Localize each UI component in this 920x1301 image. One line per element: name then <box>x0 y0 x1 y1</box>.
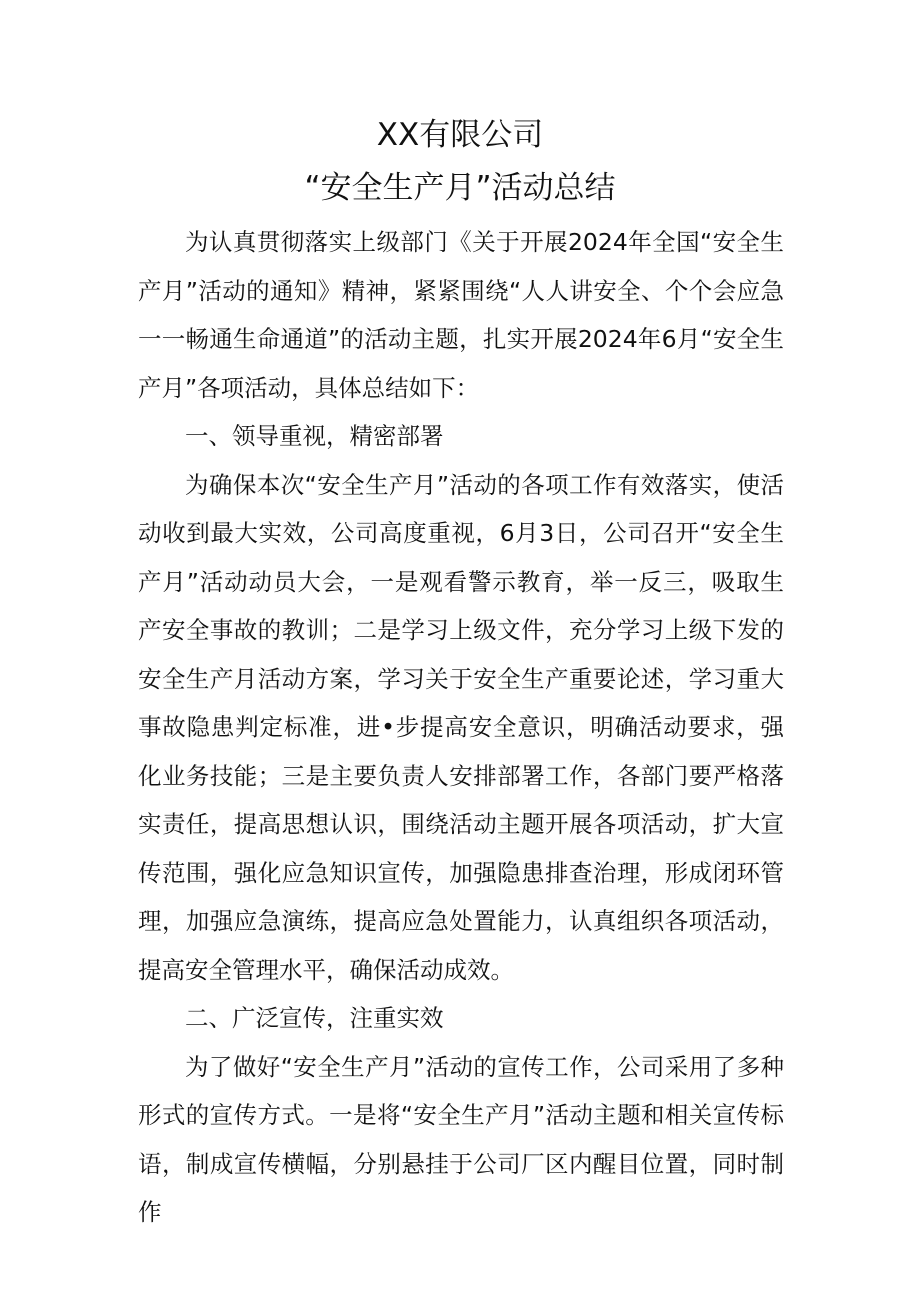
document-title-company: XX有限公司 <box>376 117 544 153</box>
section2-paragraph: 为了做好“安全生产月”活动的宣传工作，公司采用了多种形式的宣传方式。一是将“安全生产月”活动主题和相关宣传标语，制成宣传横幅，分别悬挂于公司厂区内醒目位置，同时制作 <box>138 1052 784 1226</box>
section1-paragraph: 为确保本次“安全生产月”活动的各项工作有效落实，使活动收到最大实效，公司高度重视，6月3日，公司召开“安全生产月”活动动员大会，一是观看警示教育，举一反三，吸取生产安全事故的教训；二是学习上级文件，充分学习上级下发的安全生产月活动方案，学习关于安全生产重要论述，学习重大事故隐患判定标准，进•步提高安全意识，明确活动要求，强化业务技能；三是主要负责人安排部署工作，各部门要严格落实责任，提高思想认识，围绕活动主题开展各项活动，扩大宣传范围，强化应急知识宣传，加强隐患排查治理，形成闭环管理，加强应急演练，提高应急处置能力，认真组织各项活动，提高安全管理水平，确保活动成效。 <box>138 470 784 984</box>
section1-heading: 一、领导重视，精密部署 <box>185 422 444 450</box>
document-title-main: “安全生产月”活动总结 <box>304 170 616 206</box>
document-body <box>138 218 784 1237</box>
intro-paragraph: 为认真贯彻落实上级部门《关于开展2024年全国“安全生产月”活动的通知》精神，紧紧围绕“人人讲安全、个个会应急一一畅通生命通道”的活动主题，扎实开展2024年6月“安全生产月”各项活动，具体总结如下： <box>138 228 784 402</box>
section2-heading: 二、广泛宣传，注重实效 <box>185 1004 444 1032</box>
